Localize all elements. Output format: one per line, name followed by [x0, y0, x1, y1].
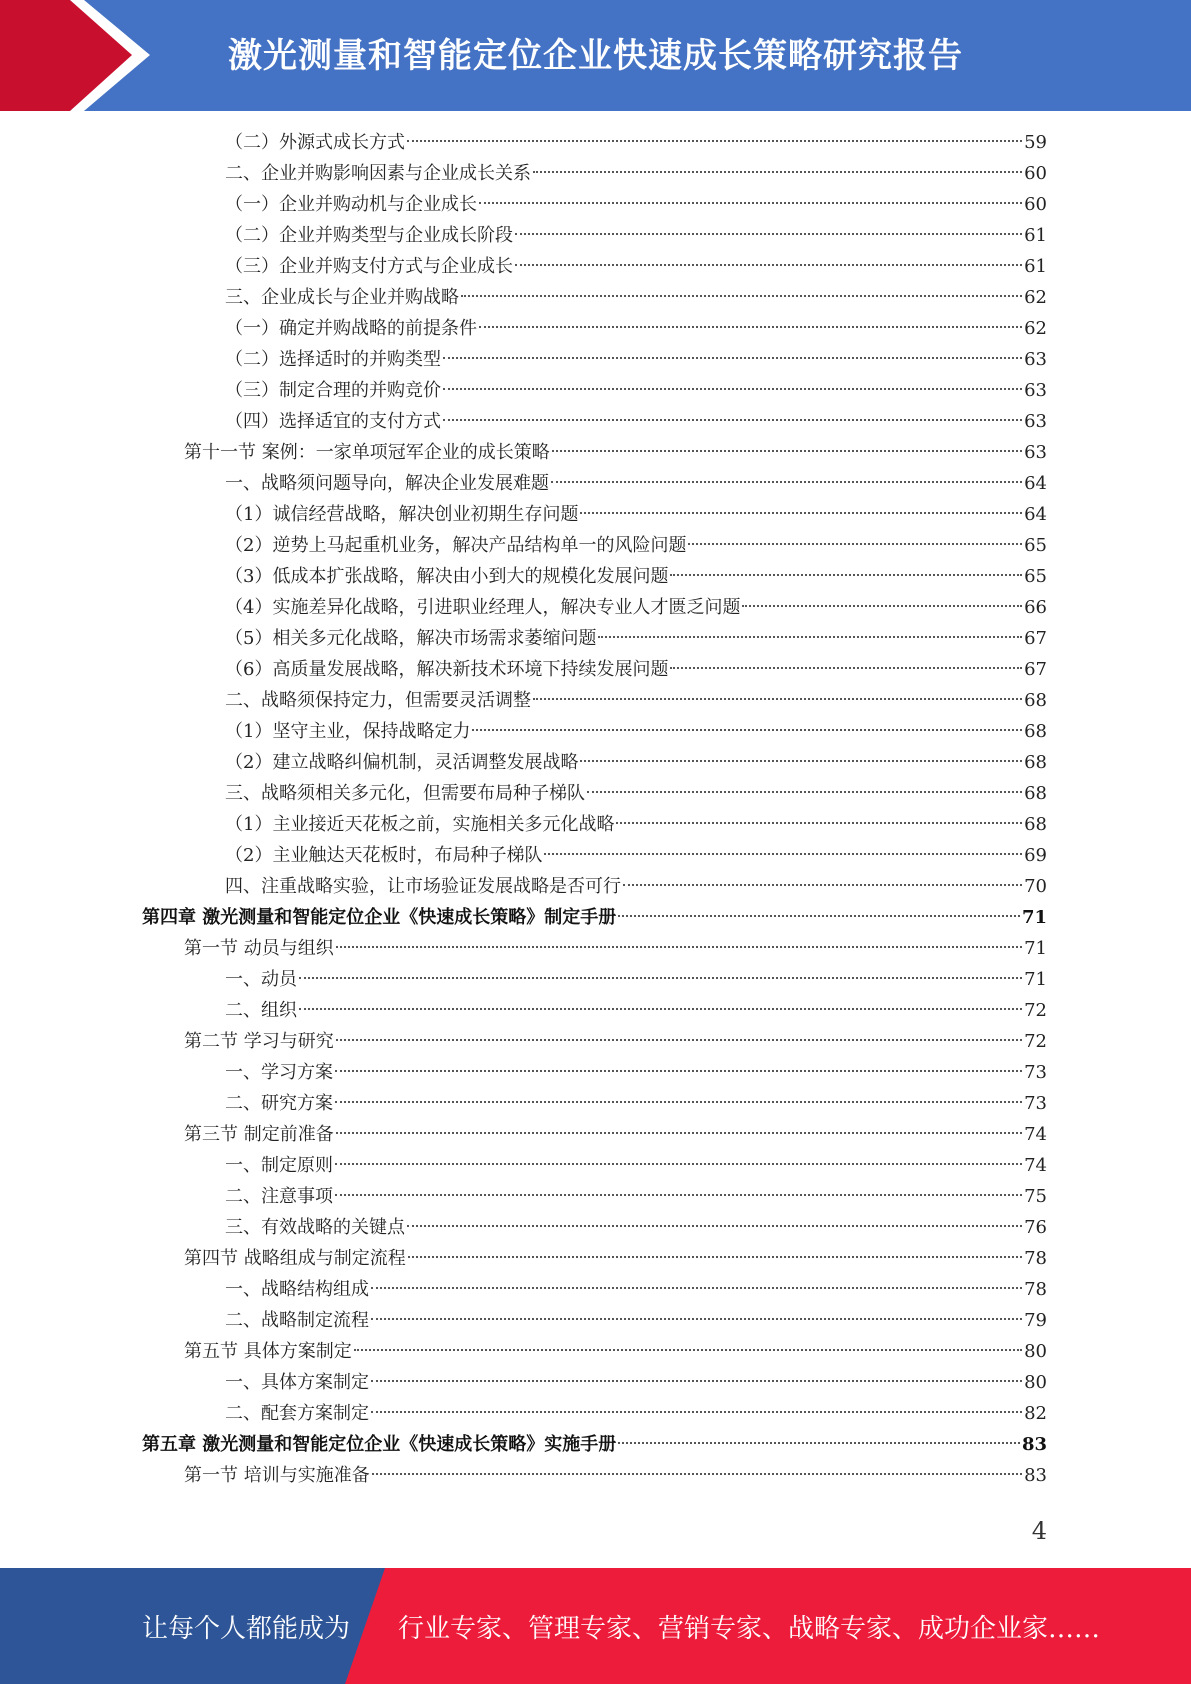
toc-dot-leader [371, 1411, 1022, 1413]
toc-entry-title: 第三节 制定前准备 [184, 1124, 334, 1145]
toc-entry-page: 72 [1024, 1031, 1047, 1052]
toc-dot-leader [551, 481, 1022, 483]
toc-entry-page: 70 [1024, 876, 1047, 897]
toc-entry-title: （2）主业触达天花板时，布局种子梯队 [225, 845, 543, 866]
toc-entry-page: 78 [1024, 1248, 1047, 1269]
toc-dot-leader [616, 822, 1022, 824]
toc-entry[interactable] [225, 1150, 1047, 1181]
toc-dot-leader [552, 450, 1022, 452]
toc-entry-page: 73 [1024, 1093, 1047, 1114]
toc-entry[interactable] [225, 158, 1047, 189]
toc-dot-leader [335, 1194, 1022, 1196]
toc-entry[interactable] [225, 1212, 1047, 1243]
toc-entry-page: 80 [1024, 1372, 1047, 1393]
toc-entry[interactable] [225, 1305, 1047, 1336]
toc-entry-title: 第四章 激光测量和智能定位企业《快速成长策略》制定手册 [142, 907, 617, 928]
toc-entry[interactable] [225, 406, 1047, 437]
toc-dot-leader [299, 1008, 1022, 1010]
toc-entry-title: （4）实施差异化战略，引进职业经理人，解决专业人才匮乏问题 [225, 597, 741, 618]
toc-entry-title: （二）企业并购类型与企业成长阶段 [225, 225, 513, 246]
page-header [0, 0, 1191, 111]
toc-entry[interactable] [184, 437, 1047, 468]
toc-dot-leader [443, 388, 1022, 390]
toc-entry[interactable] [225, 654, 1047, 685]
toc-entry-page: 61 [1024, 225, 1047, 246]
toc-entry-title: 一、战略须问题导向，解决企业发展难题 [225, 473, 549, 494]
toc-entry-title: 二、战略制定流程 [225, 1310, 369, 1331]
toc-entry-title: 一、动员 [225, 969, 297, 990]
toc-dot-leader [515, 233, 1022, 235]
toc-dot-leader [407, 1225, 1022, 1227]
toc-entry[interactable] [225, 1398, 1047, 1429]
toc-entry[interactable] [225, 561, 1047, 592]
toc-entry[interactable] [225, 592, 1047, 623]
toc-entry[interactable] [225, 189, 1047, 220]
toc-entry-page: 62 [1024, 287, 1047, 308]
toc-entry[interactable] [225, 964, 1047, 995]
toc-entry-page: 68 [1024, 783, 1047, 804]
toc-entry-page: 61 [1024, 256, 1047, 277]
toc-dot-leader [670, 574, 1022, 576]
toc-entry[interactable] [142, 1429, 1047, 1460]
toc-entry[interactable] [225, 747, 1047, 778]
toc-entry-title: 三、有效战略的关键点 [225, 1217, 405, 1238]
toc-entry[interactable] [225, 282, 1047, 313]
toc-entry[interactable] [184, 933, 1047, 964]
toc-entry[interactable] [225, 1057, 1047, 1088]
toc-entry-page: 63 [1024, 411, 1047, 432]
page-footer [0, 1568, 1191, 1684]
toc-dot-leader [336, 1039, 1022, 1041]
toc-entry-page: 72 [1024, 1000, 1047, 1021]
toc-dot-leader [587, 791, 1022, 793]
toc-entry-page: 69 [1024, 845, 1047, 866]
toc-entry[interactable] [225, 1367, 1047, 1398]
toc-entry-title: （6）高质量发展战略，解决新技术环境下持续发展问题 [225, 659, 669, 680]
toc-entry-page: 63 [1024, 442, 1047, 463]
toc-entry-title: 一、学习方案 [225, 1062, 333, 1083]
toc-entry-page: 75 [1024, 1186, 1047, 1207]
toc-entry-page: 78 [1024, 1279, 1047, 1300]
page-number: 4 [1031, 1517, 1047, 1545]
toc-entry-title: 第一节 培训与实施准备 [184, 1465, 370, 1486]
toc-entry-title: 第四节 战略组成与制定流程 [184, 1248, 406, 1269]
toc-entry-page: 71 [1024, 969, 1047, 990]
toc-dot-leader [335, 1101, 1022, 1103]
toc-entry-page: 68 [1024, 690, 1047, 711]
toc-entry-title: 一、战略结构组成 [225, 1279, 369, 1300]
toc-entry-title: （5）相关多元化战略，解决市场需求萎缩问题 [225, 628, 597, 649]
toc-entry-page: 68 [1024, 814, 1047, 835]
toc-dot-leader [479, 202, 1022, 204]
toc-entry[interactable] [225, 623, 1047, 654]
toc-dot-leader [408, 1256, 1022, 1258]
toc-dot-leader [443, 357, 1022, 359]
toc-entry-page: 83 [1024, 1465, 1047, 1486]
toc-entry[interactable] [225, 871, 1047, 902]
toc-entry-page: 65 [1024, 535, 1047, 556]
toc-dot-leader [742, 605, 1022, 607]
toc-entry-page: 80 [1024, 1341, 1047, 1362]
footer-slogan-right: 行业专家、管理专家、营销专家、战略专家、成功企业家…… [398, 1614, 1101, 1644]
toc-entry-title: 二、战略须保持定力，但需要灵活调整 [225, 690, 531, 711]
toc-entry-page: 63 [1024, 349, 1047, 370]
toc-entry[interactable] [225, 220, 1047, 251]
toc-entry[interactable] [184, 1026, 1047, 1057]
toc-entry[interactable] [225, 344, 1047, 375]
footer-slogan-left: 让每个人都能成为 [142, 1614, 351, 1644]
toc-entry[interactable] [225, 375, 1047, 406]
toc-entry-page: 65 [1024, 566, 1047, 587]
toc-entry[interactable] [184, 1119, 1047, 1150]
toc-dot-leader [688, 543, 1022, 545]
toc-entry-title: 第一节 动员与组织 [184, 938, 334, 959]
toc-entry-page: 60 [1024, 163, 1047, 184]
toc-entry-title: （一）企业并购动机与企业成长 [225, 194, 477, 215]
toc-entry-title: 二、注意事项 [225, 1186, 333, 1207]
toc-dot-leader [533, 171, 1022, 173]
report-title: 激光测量和智能定位企业快速成长策略研究报告 [228, 36, 963, 76]
toc-entry[interactable] [184, 1243, 1047, 1274]
toc-entry[interactable] [225, 530, 1047, 561]
toc-entry[interactable] [225, 251, 1047, 282]
toc-entry-page: 82 [1024, 1403, 1047, 1424]
toc-entry-page: 59 [1024, 132, 1047, 153]
toc-entry-title: 二、研究方案 [225, 1093, 333, 1114]
toc-entry-title: （二）外源式成长方式 [225, 132, 405, 153]
toc-entry-title: （2）逆势上马起重机业务，解决产品结构单一的风险问题 [225, 535, 687, 556]
toc-entry-title: 一、具体方案制定 [225, 1372, 369, 1393]
toc-entry-page: 62 [1024, 318, 1047, 339]
toc-entry[interactable] [225, 716, 1047, 747]
toc-entry-title: 一、制定原则 [225, 1155, 333, 1176]
toc-dot-leader [443, 419, 1022, 421]
toc-entry-page: 76 [1024, 1217, 1047, 1238]
toc-dot-leader [371, 1318, 1022, 1320]
toc-entry-page: 67 [1024, 659, 1047, 680]
toc-entry-page: 67 [1024, 628, 1047, 649]
toc-entry-page: 74 [1024, 1124, 1047, 1145]
toc-dot-leader [580, 512, 1022, 514]
toc-dot-leader [461, 295, 1022, 297]
toc-dot-leader [479, 326, 1022, 328]
toc-entry[interactable] [225, 1181, 1047, 1212]
toc-entry-title: 第十一节 案例：一家单项冠军企业的成长策略 [184, 442, 550, 463]
toc-entry-page: 68 [1024, 721, 1047, 742]
toc-entry-page: 71 [1024, 938, 1047, 959]
toc-entry-page: 79 [1024, 1310, 1047, 1331]
toc-entry-page: 73 [1024, 1062, 1047, 1083]
toc-entry[interactable] [225, 468, 1047, 499]
toc-dot-leader [371, 1380, 1022, 1382]
toc-entry-title: （二）选择适时的并购类型 [225, 349, 441, 370]
toc-entry-title: （3）低成本扩张战略，解决由小到大的规模化发展问题 [225, 566, 669, 587]
toc-entry-page: 60 [1024, 194, 1047, 215]
toc-dot-leader [515, 264, 1022, 266]
toc-entry[interactable] [225, 127, 1047, 158]
toc-dot-leader [544, 853, 1022, 855]
toc-entry[interactable] [225, 685, 1047, 716]
toc-entry-page: 74 [1024, 1155, 1047, 1176]
toc-entry-page: 68 [1024, 752, 1047, 773]
toc-entry-title: （一）确定并购战略的前提条件 [225, 318, 477, 339]
toc-dot-leader [407, 140, 1022, 142]
toc-entry-page: 66 [1024, 597, 1047, 618]
toc-entry[interactable] [225, 995, 1047, 1026]
toc-entry-title: （1）坚守主业，保持战略定力 [225, 721, 471, 742]
toc-entry[interactable] [225, 1274, 1047, 1305]
toc-entry-page: 64 [1024, 504, 1047, 525]
toc-dot-leader [580, 760, 1022, 762]
toc-entry-title: （1）主业接近天花板之前，实施相关多元化战略 [225, 814, 615, 835]
toc-entry-title: 二、组织 [225, 1000, 297, 1021]
toc-dot-leader [336, 946, 1022, 948]
toc-entry[interactable] [225, 778, 1047, 809]
toc-dot-leader [533, 698, 1022, 700]
toc-entry-page: 63 [1024, 380, 1047, 401]
toc-entry[interactable] [225, 1088, 1047, 1119]
toc-entry-title: 三、战略须相关多元化，但需要布局种子梯队 [225, 783, 585, 804]
toc-entry[interactable] [225, 809, 1047, 840]
toc-entry-page: 71 [1021, 907, 1047, 928]
toc-dot-leader [372, 1473, 1022, 1475]
toc-entry-title: 第五节 具体方案制定 [184, 1341, 352, 1362]
toc-entry[interactable] [225, 499, 1047, 530]
toc-entry-title: 三、企业成长与企业并购战略 [225, 287, 459, 308]
toc-dot-leader [598, 636, 1022, 638]
toc-dot-leader [623, 884, 1022, 886]
toc-entry-title: （三）制定合理的并购竞价 [225, 380, 441, 401]
toc-entry-title: 二、配套方案制定 [225, 1403, 369, 1424]
toc-entry-page: 83 [1021, 1434, 1047, 1455]
toc-entry-page: 64 [1024, 473, 1047, 494]
toc-dot-leader [670, 667, 1022, 669]
toc-dot-leader [354, 1349, 1022, 1351]
toc-dot-leader [299, 977, 1022, 979]
toc-dot-leader [335, 1070, 1022, 1072]
toc-entry[interactable] [142, 902, 1047, 933]
toc-entry[interactable] [184, 1460, 1047, 1491]
toc-entry-title: 第二节 学习与研究 [184, 1031, 334, 1052]
toc-entry[interactable] [225, 840, 1047, 871]
toc-entry-title: （三）企业并购支付方式与企业成长 [225, 256, 513, 277]
toc-entry-title: 二、企业并购影响因素与企业成长关系 [225, 163, 531, 184]
header-red-arrow-decoration [0, 0, 135, 111]
toc-entry-title: 第五章 激光测量和智能定位企业《快速成长策略》实施手册 [142, 1434, 617, 1455]
toc-dot-leader [472, 729, 1022, 731]
toc-dot-leader [335, 1163, 1022, 1165]
toc-dot-leader [336, 1132, 1022, 1134]
toc-dot-leader [618, 1442, 1020, 1444]
toc-dot-leader [618, 915, 1020, 917]
toc-entry-title: 四、注重战略实验，让市场验证发展战略是否可行 [225, 876, 621, 897]
toc-entry-title: （1）诚信经营战略，解决创业初期生存问题 [225, 504, 579, 525]
toc-entry[interactable] [225, 313, 1047, 344]
toc-entry-title: （四）选择适宜的支付方式 [225, 411, 441, 432]
toc-entry-title: （2）建立战略纠偏机制，灵活调整发展战略 [225, 752, 579, 773]
toc-entry[interactable] [184, 1336, 1047, 1367]
toc-dot-leader [371, 1287, 1022, 1289]
